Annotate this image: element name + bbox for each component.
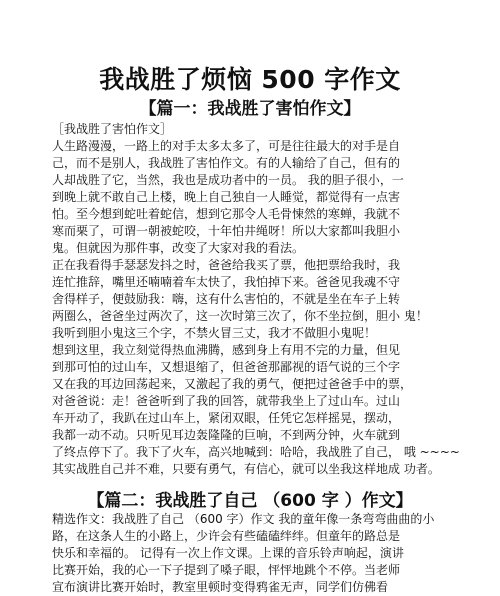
text-line: 舍得样子，便鼓励我：嗨，这有什么害怕的，不就是坐在车子上转 [52,292,401,306]
text-line: 路，在这条人生的小路上，少许会有些磕磕绊绊。但童年的路总是 [52,529,401,543]
section-heading-2: 【篇二：我战胜了自己 （600 字 ）作文】 [87,491,413,511]
text-line: 宣布演讲比赛开始时，教室里顿时变得鸦雀无声，同学们仿佛看 [52,580,389,594]
text-line: 快乐和幸福的。 记得有一次上作文课。上课的音乐铃声响起，演讲 [52,546,404,560]
text-line: 又在我的耳边回荡起来，又激起了我的勇气，便把过爸爸手中的票， [52,377,413,391]
text-line: 连忙推辞，嘴里还喃喃着车太快了，我怕掉下来。爸爸见我魂不守 [52,275,401,289]
text-line: 对爸爸说：走！爸爸听到了我的回答，就带我坐上了过山车。过山 [52,394,401,408]
text-line: 寒而栗了，可谓一朝被蛇咬，十年怕井绳呀！所以大家都叫我胆小 [52,224,401,238]
section-heading-1: 【篇一：我战胜了害怕作文】 [139,99,361,119]
document-title: 我战胜了烦恼 500 字作文 [99,65,401,94]
text-line: 到晚上就不敢自己上楼，晚上自己独自一人睡觉，都觉得有一点害 [52,190,401,204]
text-line: 车开动了，我趴在过山车上，紧闭双眼，任凭它怎样摇晃，摆动， [52,411,401,425]
text-line: ［我战胜了害怕作文］ [52,122,173,136]
text-line: 我听到胆小鬼这三个字，不禁火冒三丈，我才不做胆小鬼呢！ [52,326,377,340]
text-line: 我都一动不动。只听见耳边轰隆隆的巨响，不到两分钟，火车就到 [52,428,401,442]
text-line: 怕。至今想到蛇吐着蛇信，想到它那令人毛骨悚然的寒蝉，我就不 [52,207,401,221]
text-line: 了终点停下了。我下了火车，高兴地喊到：哈哈，我战胜了自己， 哦 ~~~~ [52,445,460,459]
text-line: 想到这里，我立刻觉得热血沸腾，感到身上有用不完的力量，但见 [52,343,401,357]
text-line: 鬼。但就因为那件事，改变了大家对我的看法。 [52,241,305,255]
text-line: 精选作文：我战胜了自己 （600 字）作文 我的童年像一条弯弯曲曲的小 [52,512,435,526]
text-line: 比赛开始，我的心一下子提到了嗓子眼，怦怦地跳个不停。当老师 [52,563,401,577]
text-line: 人却战胜了它，当然，我也是成功者中的一员。 我的胆子很小，一 [52,173,404,187]
text-line: 人生路漫漫，一路上的对手太多太多了，可是往往最大的对手是自 [52,139,401,153]
text-line: 己，而不是别人，我战胜了害怕作文。有的人输给了自己，但有的 [52,156,401,170]
text-line: 到那可怕的过山车，又想退缩了，但爸爸那鄙视的语气说的三个字 [52,360,401,374]
text-line: 正在我看得手瑟瑟发抖之时，爸爸给我买了票，他把票给我时，我 [52,258,401,272]
text-line: 两圈么，爸爸坐过两次了，这一次时第三次了，你不坐拉倒，胆小 鬼！ [52,309,428,323]
text-line: 其实战胜自己并不难，只要有勇气，有信心，就可以坐我这样地成 功者。 [52,462,440,476]
